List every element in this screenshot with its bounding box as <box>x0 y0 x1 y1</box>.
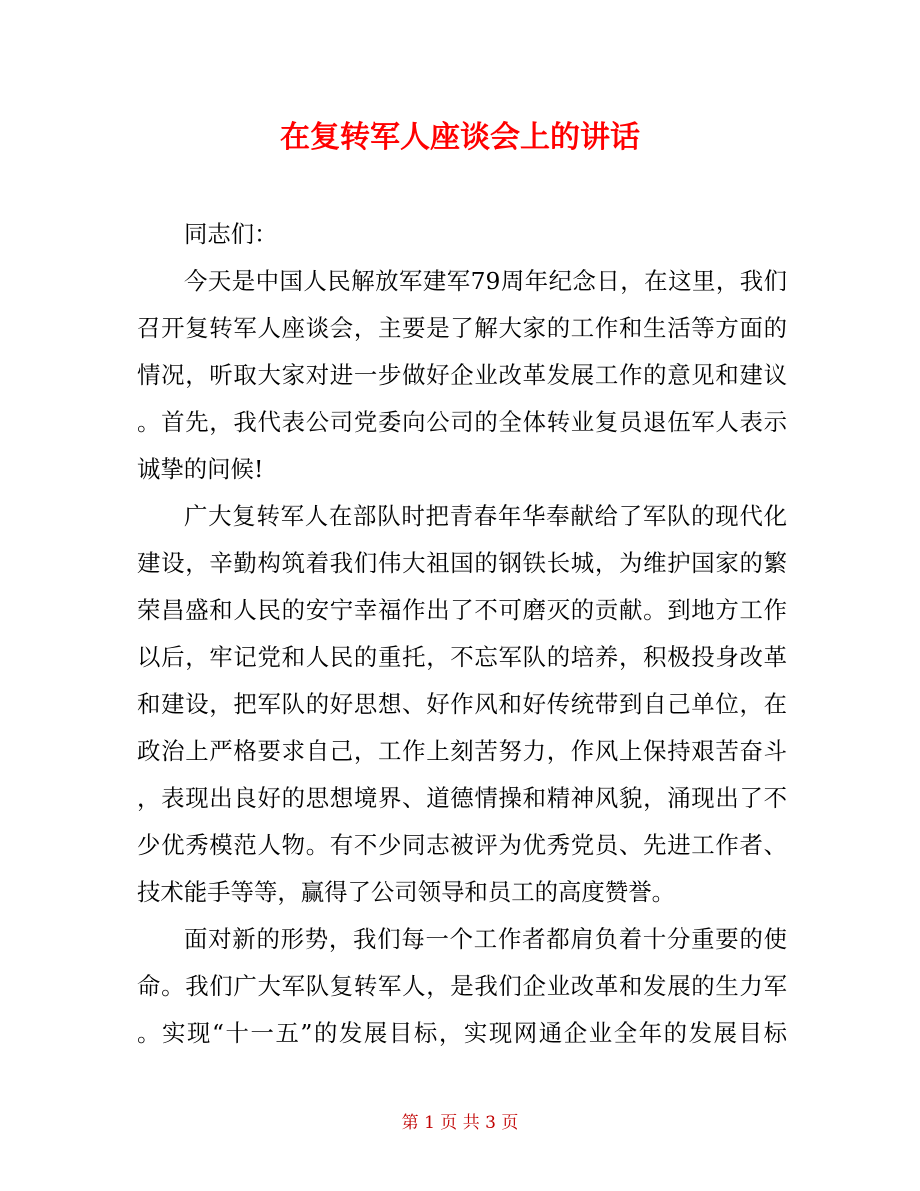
paragraph-line: 今天是中国人民解放军建军79周年纪念日，在这里，我们 <box>184 267 787 295</box>
paragraph-line: 政治上严格要求自己，工作上刻苦努力，作风上保持艰苦奋斗 <box>137 737 787 765</box>
paragraph-line: ，表现出良好的思想境界、道德情操和精神风貌，涌现出了不 <box>137 784 787 812</box>
paragraph-line: 广大复转军人在部队时把青春年华奉献给了军队的现代化 <box>184 502 787 530</box>
paragraph-line: 诚挚的问候! <box>137 455 264 483</box>
paragraph-line: 荣昌盛和人民的安宁幸福作出了不可磨灭的贡献。到地方工作 <box>137 596 787 624</box>
paragraph-line: 建设，辛勤构筑着我们伟大祖国的钢铁长城，为维护国家的繁 <box>137 549 787 577</box>
paragraph-line: 少优秀模范人物。有不少同志被评为优秀党员、先进工作者、 <box>137 831 787 859</box>
paragraph-line: 情况，听取大家对进一步做好企业改革发展工作的意见和建议 <box>137 361 787 389</box>
paragraph-line: 。实现“十一五”的发展目标，实现网通企业全年的发展目标 <box>137 1019 787 1047</box>
paragraph-line: 。首先，我代表公司党委向公司的全体转业复员退伍军人表示 <box>137 408 787 436</box>
paragraph-line: 以后，牢记党和人民的重托，不忘军队的培养，积极投身改革 <box>137 643 787 671</box>
page-number-footer: 第 1 页 共 3 页 <box>401 1113 519 1133</box>
paragraph-line: 面对新的形势，我们每一个工作者都肩负着十分重要的使 <box>184 925 787 953</box>
greeting-line: 同志们： <box>184 220 278 248</box>
paragraph-line: 和建设，把军队的好思想、好作风和好传统带到自己单位，在 <box>137 690 787 718</box>
paragraph-line: 召开复转军人座谈会，主要是了解大家的工作和生活等方面的 <box>137 314 787 342</box>
document-title: 在复转军人座谈会上的讲话 <box>280 120 640 155</box>
paragraph-line: 技术能手等等，赢得了公司领导和员工的高度赞誉。 <box>137 878 675 906</box>
paragraph-line: 命。我们广大军队复转军人，是我们企业改革和发展的生力军 <box>137 972 787 1000</box>
